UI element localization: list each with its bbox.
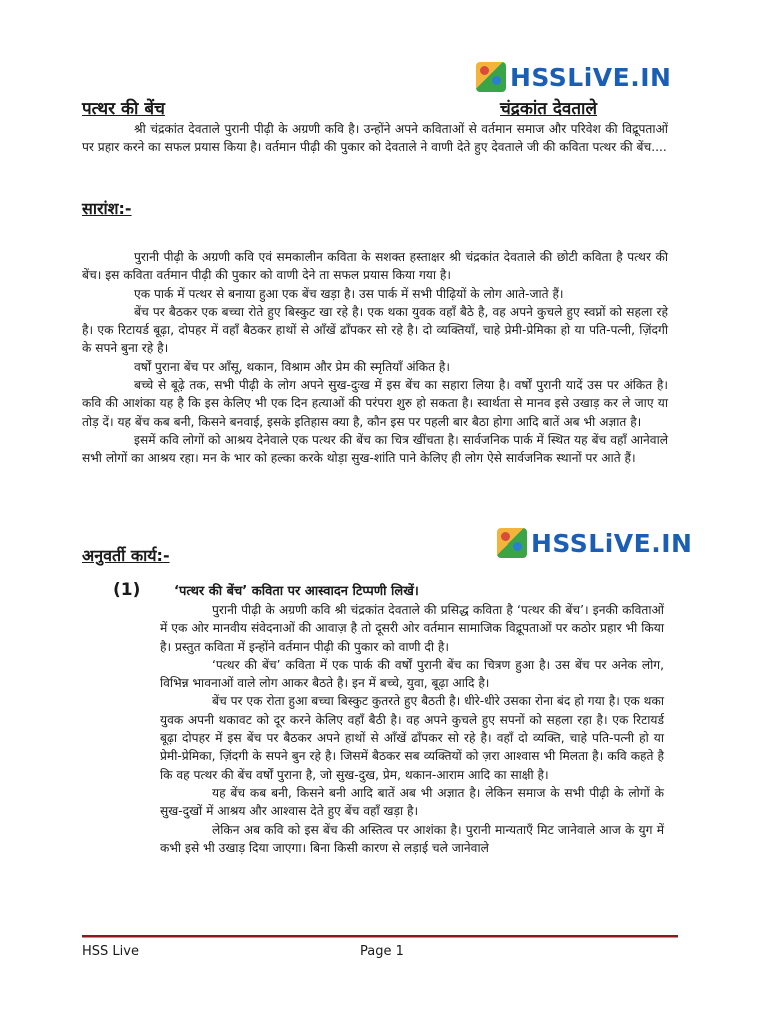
answer-paragraph: बेंच पर एक रोता हुआ बच्चा बिस्कुट कुतरते हुए बैठती है। धीरे-धीरे उसका रोना बंद हो गया है। एक थका युवक अपनी थकावट को दूर करने केलिए वहाँ बैठी है। वह अपने कुचले हुए सपनों को सहला रहा है। एक रिटायर्ड बूढ़ा दोपहर में इस बेंच पर बैठकर अपने हाथों से आँखें ढाँपकर सो रहे है। वहाँ दो व्यक्ति, चाहे पति-पत्नी हो या प्रेमी-प्रेमिका, ज़िंदगी के सपने बुन रहे है। जिसमें बैठकर सब व्यक्तियों को ज़रा आश्वास भी मिलता है। कवि कहते है कि वह पत्थर की बेंच वर्षों पुराना है, जो सुख-दुख, प्रेम, थकान-आराम आदि का साक्षी है। bbox=[160, 694, 664, 782]
page-number: Page 1 bbox=[360, 944, 404, 959]
summary-paragraph: वर्षों पुराना बेंच पर आँसू, थकान, विश्राम और प्रेम की स्मृतियाँ अंकित है। bbox=[134, 359, 450, 374]
poet-name: चंद्रकांत देवताले bbox=[500, 99, 597, 119]
followup-heading: अनुवर्ती कार्य:- bbox=[82, 546, 170, 565]
summary-paragraph: एक पार्क में पत्थर से बनाया हुआ एक बेंच खड़ा है। उस पार्क में सभी पीढ़ियों के लोग आते-जाते हैं। bbox=[134, 286, 564, 301]
hsslive-logo bbox=[497, 528, 692, 558]
intro-text: श्री चंद्रकांत देवताले पुरानी पीढ़ी के अग्रणी कवि है। उन्होंने अपने कविताओं से वर्तमान समाज और परिवेश की विद्रूपताओं पर प्रहार करने का सफल प्रयास किया है। वर्तमान पीढ़ी की पुकार को देवताले ने वाणी देते हुए देवताले जी की कविता पत्थर की बेंच.... bbox=[82, 122, 668, 155]
summary-paragraph: बच्चे से बूढ़े तक, सभी पीढ़ी के लोग अपने सुख-दुःख में इस बेंच का सहारा लिया है। वर्षों पुरानी यादें उस पर अंकित है। कवि की आशंका यह है कि इस केलिए भी एक दिन हत्याओं की परंपरा शुरु हो सकता है। स्वार्थता से मानव इसे उखाड़ कर ले जाए या तोड़ दें। यह बेंच कब बनी, किसने बनवाई, इसके इतिहास क्या है, कौन इस पर पहली बार बैठा होगा आदि बातें अब भी अज्ञात है। bbox=[82, 378, 668, 429]
question-number: (1) bbox=[113, 580, 141, 600]
footer-site: HSS Live bbox=[82, 944, 139, 959]
summary-paragraph: इसमें कवि लोगों को आश्रय देनेवाले एक पत्थर की बेंच का चित्र खींचता है। सार्वजनिक पार्क में स्थित यह बेंच वहाँ आनेवाले सभी लोगों का आश्रय रहा। मन के भार को हल्का करके थोड़ा सुख-शांति पाने केलिए ही लोग ऐसे सार्वजनिक स्थानों पर आते हैं। bbox=[82, 432, 668, 466]
summary-heading: सारांश:- bbox=[82, 199, 132, 218]
question-text: ‘पत्थर की बेंच’ कविता पर आस्वादन टिप्पणी लिखें। bbox=[174, 584, 419, 599]
summary-paragraph: बेंच पर बैठकर एक बच्चा रोते हुए बिस्कुट खा रहे है। एक थका युवक वहाँ बैठे है, वह अपने कुचले हुए स्वप्नों को सहला रहे है। एक रिटायर्ड बूढ़ा, दोपहर में वहाँ बैठकर हाथों से आँखें ढाँपकर सो रहे है। दो व्यक्तियाँ, चाहे प्रेमी-प्रेमिका हो या पति-पत्नी, ज़िंदगी के सपने बुना रहे है। bbox=[82, 304, 668, 356]
poem-title: पत्थर की बेंच bbox=[82, 99, 165, 119]
summary-paragraph: पुरानी पीढ़ी के अग्रणी कवि एवं समकालीन कविता के सशक्त हस्ताक्षर श्री चंद्रकांत देवताले की छोटी कविता है पत्थर की बेंच। इस कविता वर्तमान पीढ़ी की पुकार को वाणी देने ता सफल प्रयास किया गया है। bbox=[82, 250, 668, 283]
intro-paragraph bbox=[82, 120, 668, 157]
children-logo-icon bbox=[476, 62, 506, 92]
answer-paragraph: ‘पत्थर की बेंच’ कविता में एक पार्क की वर्षों पुरानी बेंच का चित्रण हुआ है। उस बेंच पर अनेक लोग, विभिन्न भावनाओं वाले लोग आकर बैठते है। इन में बच्चे, युवा, बूढ़ा आदि है। bbox=[160, 657, 664, 691]
logo-text: HSSLiVE.IN bbox=[510, 62, 672, 92]
answer-paragraph: पुरानी पीढ़ी के अग्रणी कवि श्री चंद्रकांत देवताले की प्रसिद्ध कविता है ‘पत्थर की बेंच’। इनकी कविताओं में एक ओर मानवीय संवेदनाओं की आवाज़ है तो दूसरी ओर वर्तमान सामाजिक विद्रूपताओं पर कठोर प्रहार भी किया है। प्रस्तुत कविता में इन्होंने वर्तमान पीढ़ी की पुकार को वाणी दी है। bbox=[160, 603, 664, 654]
answer-paragraph: यह बेंच कब बनी, किसने बनी आदि बातें अब भी अज्ञात है। लेकिन समाज के सभी पीढ़ी के लोगों के सुख-दुखों में आश्रय और आश्वास देते हुए बेंच वहाँ खड़ा है। bbox=[160, 785, 664, 819]
answer-paragraph: लेकिन अब कवि को इस बेंच की अस्तित्व पर आशंका है। पुरानी मान्यताएँ मिट जानेवाले आज के युग में कभी इसे भी उखाड़ दिया जाएगा। बिना किसी कारण से लड़ाई चले जानेवाले bbox=[160, 822, 664, 855]
summary-section bbox=[82, 248, 668, 468]
logo-text: HSSLiVE.IN bbox=[531, 528, 693, 558]
footer-divider bbox=[82, 935, 678, 938]
hsslive-logo bbox=[476, 62, 671, 92]
children-logo-icon bbox=[497, 528, 527, 558]
answer-section bbox=[160, 601, 664, 857]
